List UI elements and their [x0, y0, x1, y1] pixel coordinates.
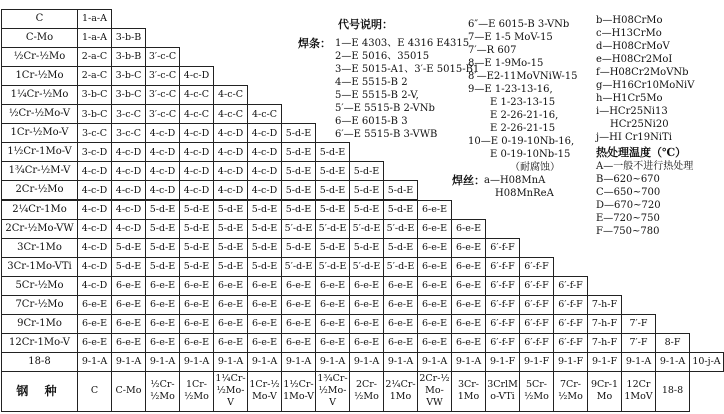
matrix-cell: 6′-f-F	[553, 314, 588, 334]
matrix-cell: 9-1-A	[281, 352, 316, 372]
electrode-7: 7—E 1-5 MoV-15	[468, 32, 553, 43]
matrix-cell: 7-h-F	[587, 314, 622, 334]
matrix-cell: 5-d-E	[315, 161, 350, 181]
matrix-cell: 5-d-E	[179, 238, 214, 258]
matrix-cell: 6-e-E	[281, 295, 316, 315]
matrix-cell: 4-c-D	[213, 123, 248, 143]
matrix-cell: 10-j-A	[689, 352, 724, 372]
matrix-cell: 5′-d-E	[315, 257, 350, 277]
matrix-cell: 6-e-E	[247, 276, 282, 296]
matrix-cell: 6-e-E	[417, 257, 452, 277]
matrix-cell: 4-c-D	[247, 123, 282, 143]
heat-e: E—720~750	[596, 213, 660, 224]
matrix-cell: 5-d-E	[213, 219, 248, 239]
wire-g: g—H16Cr10MoNiV	[596, 80, 695, 91]
matrix-cell: 5-d-E	[179, 257, 214, 277]
electrode-6-double-prime: 6″—E 6015-B 3-VNb	[468, 19, 570, 30]
matrix-cell: 9-1-A	[145, 352, 180, 372]
electrode-6: 6—E 6015-B 3	[335, 116, 408, 127]
matrix-cell: 4-c-D	[247, 142, 282, 162]
wire-h: h—H1Cr5Mo	[596, 93, 663, 104]
matrix-cell: 5-d-E	[247, 257, 282, 277]
matrix-cell: 6′-f-F	[519, 314, 554, 334]
steel-type-header: C	[77, 371, 112, 412]
matrix-cell: 3-b-C	[77, 104, 112, 124]
matrix-cell: 4-c-D	[77, 238, 112, 258]
matrix-cell: 2-a-C	[77, 47, 112, 67]
matrix-cell: 5-d-E	[145, 257, 180, 277]
matrix-cell: 6-e-E	[349, 314, 384, 334]
matrix-cell: 9-1-A	[213, 352, 248, 372]
matrix-cell: 5-d-E	[281, 161, 316, 181]
steel-label: ½Cr-½Mo	[1, 47, 78, 67]
matrix-cell: 6-e-E	[383, 333, 418, 353]
matrix-cell: 6-e-E	[315, 314, 350, 334]
electrode-9: 9—E 1-23-13-16,	[468, 84, 553, 95]
matrix-cell: 4-c-D	[111, 200, 146, 220]
heat-d: D—670~720	[596, 200, 661, 211]
matrix-cell: 6-e-E	[145, 276, 180, 296]
matrix-cell: 5-d-E	[247, 219, 282, 239]
matrix-cell: 4-c-D	[213, 161, 248, 181]
matrix-cell: 2-a-C	[77, 66, 112, 86]
matrix-cell: 5-d-E	[213, 257, 248, 277]
matrix-cell: 6-e-E	[451, 295, 486, 315]
matrix-cell: 9-1-F	[553, 352, 588, 372]
matrix-cell: 3-b-B	[111, 28, 146, 48]
matrix-cell: 6′-f-F	[553, 276, 588, 296]
steel-label: 1¾Cr-½M-V	[1, 161, 78, 181]
matrix-cell: 9-1-A	[77, 352, 112, 372]
matrix-cell: 6-e-E	[111, 333, 146, 353]
electrode-8-prime: 8′—E2-11MoVNiW-15	[468, 71, 578, 82]
matrix-cell: 6-e-E	[383, 314, 418, 334]
matrix-cell: 5-d-E	[213, 238, 248, 258]
matrix-cell: 4-c-D	[145, 161, 180, 181]
matrix-cell: 5-d-E	[383, 180, 418, 200]
matrix-cell: 5-d-E	[281, 123, 316, 143]
steel-label: 2¼Cr-1Mo	[1, 200, 78, 220]
matrix-cell: 5-d-E	[179, 219, 214, 239]
matrix-cell: 5-d-E	[383, 238, 418, 258]
matrix-cell: 6-e-E	[451, 257, 486, 277]
matrix-cell: 4-c-D	[77, 180, 112, 200]
steel-type-header: 1Cr-½ Mo-V	[247, 371, 282, 412]
heat-b: B—620~670	[596, 174, 660, 185]
matrix-cell: 6-e-E	[111, 295, 146, 315]
steel-type-header: 18-8	[655, 371, 690, 412]
matrix-cell: 4-c-D	[77, 257, 112, 277]
matrix-cell: 5-d-E	[349, 180, 384, 200]
matrix-cell: 5′-d-E	[383, 219, 418, 239]
matrix-cell: 4-c-D	[111, 142, 146, 162]
matrix-cell: 9-1-A	[383, 352, 418, 372]
matrix-cell: 9-1-A	[179, 352, 214, 372]
matrix-cell: 4-c-D	[179, 66, 214, 86]
steel-type-header: 1¾Cr- ½Mo-V	[315, 371, 350, 412]
matrix-cell: 5-d-E	[281, 142, 316, 162]
matrix-cell: 3-c-C	[111, 123, 146, 143]
matrix-cell: 7-h-F	[587, 295, 622, 315]
matrix-cell: 6′-f-F	[485, 238, 520, 258]
matrix-cell: 5-d-E	[349, 238, 384, 258]
electrode-5: 5—E 5515-B 2-V,	[335, 90, 419, 101]
electrode-3: 3—E 5015-A1、3′-E 5015-B1	[335, 64, 480, 75]
matrix-cell: 4-c-D	[213, 142, 248, 162]
matrix-cell: 5-d-E	[179, 200, 214, 220]
matrix-cell: 9-1-A	[655, 352, 690, 372]
matrix-cell: 6-e-E	[417, 200, 452, 220]
matrix-cell: 6-e-E	[417, 238, 452, 258]
electrode-label: 焊条：	[298, 37, 331, 50]
matrix-cell: 6-e-E	[213, 333, 248, 353]
matrix-cell: 4-c-D	[179, 142, 214, 162]
electrode-10: 10—E 0-19-10Nb-16,	[468, 136, 575, 147]
matrix-cell: 5′-d-E	[383, 257, 418, 277]
matrix-cell: 7′-F	[621, 314, 656, 334]
steel-type-header: 1Cr- ½Mo	[179, 371, 214, 412]
matrix-cell: 3′-c-C	[145, 47, 180, 67]
matrix-cell: 5-d-E	[281, 200, 316, 220]
matrix-cell: 6-e-E	[417, 333, 452, 353]
matrix-cell: 4-c-D	[213, 180, 248, 200]
matrix-cell: 4-c-D	[77, 161, 112, 181]
matrix-cell: 3-c-C	[77, 123, 112, 143]
matrix-cell: 3-b-B	[111, 47, 146, 67]
matrix-cell: 6′-f-F	[519, 333, 554, 353]
matrix-cell: 9-1-A	[111, 352, 146, 372]
matrix-cell: 6-e-E	[451, 333, 486, 353]
wire-e: e—H08Cr2MoI	[596, 54, 673, 65]
matrix-cell: 4-c-D	[179, 161, 214, 181]
steel-type-header: 1¼Cr- ½Mo-V	[213, 371, 248, 412]
matrix-cell: 6-e-E	[145, 333, 180, 353]
steel-label: 12Cr-1Mo-V	[1, 333, 78, 353]
electrode-7-prime: 7′—R 607	[468, 45, 517, 56]
matrix-cell: 5-d-E	[315, 238, 350, 258]
matrix-cell: 5-d-E	[111, 257, 146, 277]
wire-i2: HCr25Ni20	[610, 119, 669, 130]
steel-type-header: 2Cr-½ Mo- VW	[417, 371, 452, 412]
steel-label: C-Mo	[1, 28, 78, 48]
matrix-cell: 6′-f-F	[485, 257, 520, 277]
matrix-cell: 4-c-C	[179, 104, 214, 124]
matrix-cell: 6-e-E	[417, 219, 452, 239]
wire-j: j—HI Cr19NiTi	[596, 132, 672, 143]
steel-label: 5Cr-½Mo	[1, 276, 78, 296]
matrix-cell: 4-c-D	[247, 161, 282, 181]
matrix-cell: 9-1-F	[519, 352, 554, 372]
steel-label: 7Cr-½Mo	[1, 295, 78, 315]
electrode-9d: E 2-26-21-15	[490, 123, 556, 134]
matrix-cell: 5-d-E	[247, 238, 282, 258]
matrix-cell: 5-d-E	[247, 200, 282, 220]
matrix-cell: 5-d-E	[315, 180, 350, 200]
steel-type-header: 7Cr- ½Mo	[553, 371, 588, 412]
matrix-cell: 6-e-E	[383, 276, 418, 296]
matrix-cell: 3-c-D	[77, 142, 112, 162]
matrix-cell: 9-1-F	[587, 352, 622, 372]
steel-type-header: 5Cr- ½Mo	[519, 371, 554, 412]
matrix-cell: 6′-f-F	[485, 276, 520, 296]
matrix-cell: 5-d-E	[349, 200, 384, 220]
matrix-cell: 6-e-E	[145, 295, 180, 315]
matrix-cell: 6′-f-F	[519, 276, 554, 296]
wire-a: a—H08MnA	[484, 175, 546, 186]
matrix-cell: 6-e-E	[247, 314, 282, 334]
matrix-cell: 8-F	[655, 333, 690, 353]
matrix-cell: 5-d-E	[145, 200, 180, 220]
matrix-cell: 6-e-E	[315, 276, 350, 296]
wire-d: d—H08CrMoV	[596, 41, 670, 52]
matrix-cell: 6-e-E	[179, 295, 214, 315]
matrix-cell: 4-c-C	[247, 104, 282, 124]
electrode-2: 2—E 5016、35015	[335, 51, 430, 62]
matrix-cell: 6-e-E	[451, 219, 486, 239]
electrode-6-prime: 6′—E 5515-B 3-VWB	[335, 129, 438, 140]
matrix-cell: 5-d-E	[213, 200, 248, 220]
matrix-cell: 4-c-D	[247, 180, 282, 200]
electrode-9b: E 1-23-13-15	[490, 97, 556, 108]
steel-label: 3Cr-1Mo-VTi	[1, 257, 78, 277]
steel-type-header: ½Cr- ½Mo	[145, 371, 180, 412]
matrix-cell: 3-c-C	[111, 104, 146, 124]
matrix-cell: 4-c-D	[179, 123, 214, 143]
matrix-cell: 7-h-F	[587, 333, 622, 353]
matrix-cell: 6-e-E	[247, 295, 282, 315]
matrix-cell: 3-b-C	[77, 85, 112, 105]
matrix-cell: 4-c-D	[111, 219, 146, 239]
matrix-cell: 5′-d-E	[349, 219, 384, 239]
matrix-cell: 6-e-E	[281, 314, 316, 334]
matrix-cell: 6′-f-F	[553, 333, 588, 353]
matrix-cell: 4-c-D	[77, 219, 112, 239]
matrix-cell: 6-e-E	[349, 276, 384, 296]
matrix-cell: 6-e-E	[247, 333, 282, 353]
matrix-cell: 6-e-E	[179, 333, 214, 353]
matrix-cell: 6′-f-F	[485, 333, 520, 353]
steel-label: 1¼Cr-½Mo	[1, 85, 78, 105]
matrix-cell: 5′-d-E	[281, 257, 316, 277]
matrix-cell: 6-e-E	[451, 314, 486, 334]
matrix-cell: 6-e-E	[213, 276, 248, 296]
steel-label: 9Cr-1Mo	[1, 314, 78, 334]
matrix-cell: 6-e-E	[349, 295, 384, 315]
matrix-cell: 4-c-D	[145, 142, 180, 162]
matrix-cell: 5-d-E	[145, 219, 180, 239]
matrix-cell: 6′-f-F	[485, 314, 520, 334]
steel-type-header: 1½Cr- 1Mo-V	[281, 371, 316, 412]
matrix-cell: 9-1-A	[451, 352, 486, 372]
matrix-cell: 1-a-A	[77, 28, 112, 48]
steel-label: 18-8	[1, 352, 78, 372]
matrix-cell: 6-e-E	[315, 295, 350, 315]
matrix-cell: 6-e-E	[281, 333, 316, 353]
matrix-cell: 4-c-D	[145, 180, 180, 200]
matrix-cell: 6-e-E	[179, 276, 214, 296]
matrix-cell: 5′-d-E	[315, 219, 350, 239]
matrix-cell: 6-e-E	[349, 333, 384, 353]
matrix-cell: 4-c-C	[213, 85, 248, 105]
matrix-cell: 4-c-C	[213, 104, 248, 124]
matrix-cell: 6-e-E	[145, 314, 180, 334]
steel-label: 3Cr-1Mo	[1, 238, 78, 258]
matrix-cell: 4-c-D	[77, 200, 112, 220]
matrix-cell: 6′-f-F	[519, 257, 554, 277]
electrode-8: 8—E 1-9Mo-15	[468, 58, 544, 69]
steel-type-header: 12Cr 1MoV	[621, 371, 656, 412]
matrix-cell: 5-d-E	[315, 200, 350, 220]
matrix-cell: 5-d-E	[349, 161, 384, 181]
steel-label: 1Cr-½Mo	[1, 66, 78, 86]
matrix-cell: 6-e-E	[315, 333, 350, 353]
matrix-cell: 3′-c-C	[145, 85, 180, 105]
matrix-cell: 6-e-E	[179, 314, 214, 334]
matrix-cell: 6-e-E	[417, 276, 452, 296]
matrix-cell: 6-e-E	[111, 276, 146, 296]
matrix-cell: 5-d-E	[281, 238, 316, 258]
steel-type-header: 3CrlM o-VTi	[485, 371, 520, 412]
electrode-9c: E 2-26-21-16,	[490, 110, 559, 121]
matrix-cell: 6′-f-F	[485, 295, 520, 315]
steel-type-header: 9Cr-1 Mo	[587, 371, 622, 412]
matrix-cell: 6-e-E	[417, 314, 452, 334]
matrix-cell: 3′-c-C	[145, 66, 180, 86]
wire-i: i—HCr25Ni13	[596, 106, 668, 117]
steel-type-title: 钢 种	[1, 371, 78, 412]
matrix-cell: 7′-F	[621, 333, 656, 353]
matrix-cell: 4-c-D	[111, 161, 146, 181]
matrix-cell: 6-e-E	[451, 276, 486, 296]
matrix-cell: 5-d-E	[383, 200, 418, 220]
matrix-cell: 1-a-A	[77, 9, 112, 29]
steel-label: 2Cr-½Mo-VW	[1, 219, 78, 239]
wire-a2: H08MnReA	[495, 188, 554, 199]
matrix-cell: 5-d-E	[315, 142, 350, 162]
matrix-cell: 6-e-E	[213, 295, 248, 315]
matrix-cell: 5-d-E	[281, 180, 316, 200]
steel-type-header: C-Mo	[111, 371, 146, 412]
matrix-cell: 6-e-E	[111, 314, 146, 334]
matrix-cell: 4-c-D	[179, 180, 214, 200]
matrix-cell: 5-d-E	[145, 238, 180, 258]
electrode-4: 4—E 5515-B 2	[335, 77, 408, 88]
wire-f: f—H08Cr2MoVNb	[596, 67, 689, 78]
matrix-cell: 6-e-E	[77, 295, 112, 315]
corrosion-note: （耐腐蚀）	[510, 162, 560, 173]
matrix-cell: 6′-f-F	[519, 295, 554, 315]
matrix-cell: 3-b-C	[111, 85, 146, 105]
electrode-5-prime: 5′—E 5515-B 2-VNb	[335, 103, 435, 114]
matrix-cell: 9-1-A	[417, 352, 452, 372]
matrix-cell: 6-e-E	[383, 295, 418, 315]
matrix-cell: 4-c-C	[179, 85, 214, 105]
matrix-cell: 6-e-E	[417, 295, 452, 315]
steel-type-header: 3Cr- 1Mo	[451, 371, 486, 412]
electrode-1: 1—E 4303、E 4316 E4315	[335, 38, 470, 49]
matrix-cell: 6-e-E	[281, 276, 316, 296]
matrix-cell: 3-b-C	[111, 66, 146, 86]
matrix-cell: 5-d-E	[111, 238, 146, 258]
wire-label: 焊丝：	[452, 174, 485, 187]
matrix-cell: 4-c-D	[145, 123, 180, 143]
steel-type-header: 2Cr- ½Mo	[349, 371, 384, 412]
matrix-cell: 5′-d-E	[349, 257, 384, 277]
legend-title: 代号说明：	[338, 18, 393, 31]
heat-c: C—650~700	[596, 187, 661, 198]
matrix-cell: 6-e-E	[77, 314, 112, 334]
steel-label: 1Cr-½Mo-V	[1, 123, 78, 143]
matrix-cell: 6′-f-F	[553, 295, 588, 315]
matrix-cell: 3′-c-C	[145, 104, 180, 124]
matrix-cell: 4-c-D	[77, 276, 112, 296]
matrix-cell: 6-e-E	[451, 238, 486, 258]
heat-a: A—一般不进行热处理	[596, 161, 694, 172]
matrix-cell: 6-e-E	[77, 333, 112, 353]
matrix-cell: 9-1-A	[621, 352, 656, 372]
steel-type-header: 2¼Cr- 1Mo	[383, 371, 418, 412]
steel-label: ½Cr-½Mo-V	[1, 104, 78, 124]
wire-b: b—H08CrMo	[596, 15, 663, 26]
matrix-cell: 6-e-E	[213, 314, 248, 334]
matrix-cell: 9-1-A	[349, 352, 384, 372]
heat-f: F—750~780	[596, 226, 660, 237]
matrix-cell: 5′-d-E	[281, 219, 316, 239]
wire-c: c—H13CrMo	[596, 28, 662, 39]
steel-label: C	[1, 9, 78, 29]
electrode-10b: E 0-19-10Nb-15	[490, 149, 571, 160]
matrix-cell: 9-1-A	[247, 352, 282, 372]
matrix-cell: 9-1-F	[485, 352, 520, 372]
steel-label: 2Cr-½Mo	[1, 180, 78, 200]
matrix-cell: 4-c-D	[111, 180, 146, 200]
matrix-cell: 9-1-A	[315, 352, 350, 372]
heat-title: 热处理温度（℃）	[596, 146, 687, 159]
steel-label: 1½Cr-1Mo-V	[1, 142, 78, 162]
